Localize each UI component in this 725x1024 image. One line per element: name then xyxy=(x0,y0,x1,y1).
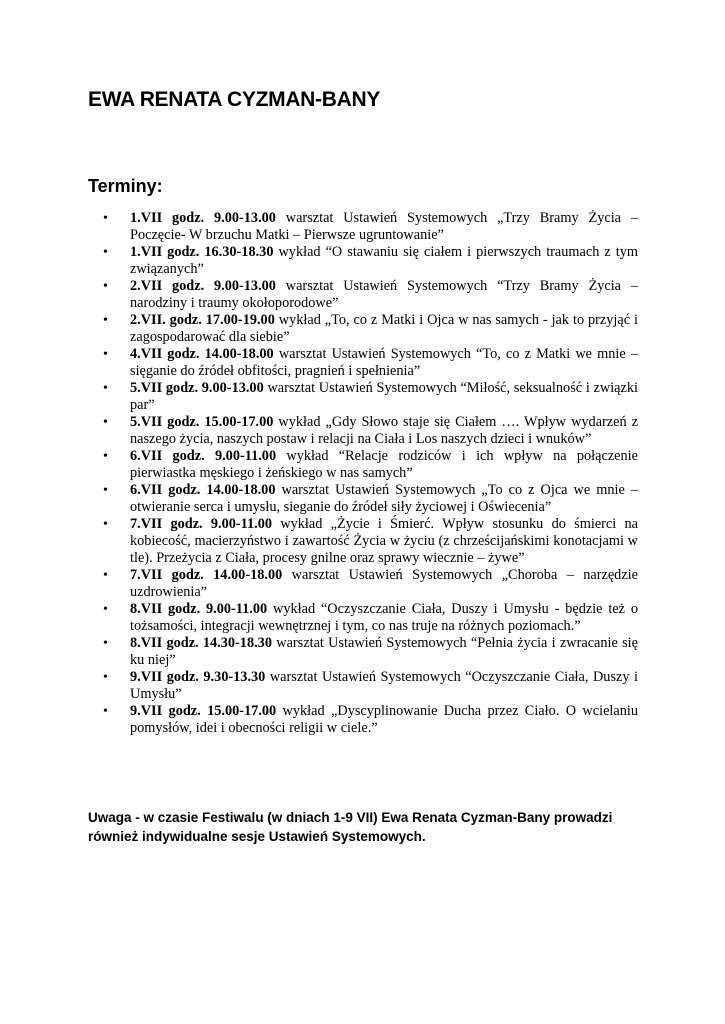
list-item xyxy=(88,703,638,737)
item-text: warsztat Ustawień Systemowych „Trzy Bramy Życia – Poczęcie- W brzuchu Matki – Pierwsze ugruntowanie” xyxy=(130,210,638,243)
bullet-icon: • xyxy=(103,245,108,260)
list-item xyxy=(88,601,638,635)
list-item xyxy=(88,380,638,414)
item-text: warsztat Ustawień Systemowych “Oczyszczanie Ciała, Duszy i Umysłu” xyxy=(130,669,638,702)
bullet-icon: • xyxy=(103,211,108,226)
bullet-icon: • xyxy=(103,483,108,498)
item-date: 9.VII godz. 15.00-17.00 xyxy=(130,703,277,719)
list-item xyxy=(88,482,638,516)
item-date: 1.VII godz. 16.30-18.30 xyxy=(130,244,274,260)
list-item xyxy=(88,414,638,448)
item-text: wykład „Gdy Słowo staje się Ciałem …. Wpływ wydarzeń z naszego życia, naszych postaw i relacji na Ciała i Los naszych dzieci i wnuków” xyxy=(130,414,638,447)
item-date: 8.VII godz. 14.30-18.30 xyxy=(130,635,272,651)
list-item xyxy=(88,635,638,669)
bullet-icon: • xyxy=(103,449,108,464)
item-date: 5.VII godz. 15.00-17.00 xyxy=(130,414,274,430)
item-text: wykład „Dyscyplinowanie Ducha przez Ciało. O wcielaniu pomysłów, idei i obecności religii w ciele.” xyxy=(130,703,638,736)
item-text: wykład “O stawaniu się ciałem i pierwszych traumach z tym związanych” xyxy=(130,244,638,277)
list-item xyxy=(88,448,638,482)
list-item xyxy=(88,516,638,567)
bullet-icon: • xyxy=(103,313,108,328)
item-text: warsztat Ustawień Systemowych “Pełnia życia i zwracanie się ku niej” xyxy=(130,635,639,668)
list-item xyxy=(88,244,638,278)
bullet-icon: • xyxy=(103,415,108,430)
bullet-icon: • xyxy=(103,568,108,583)
bullet-icon: • xyxy=(103,347,108,362)
bullet-icon: • xyxy=(103,636,108,651)
item-text: wykład “Relacje rodziców i ich wpływ na połączenie pierwiastka męskiego i żeńskiego w nas samych” xyxy=(130,448,638,481)
item-date: 6.VII godz. 9.00-11.00 xyxy=(130,448,277,464)
section-heading: Terminy: xyxy=(88,176,163,196)
schedule-list xyxy=(88,210,638,737)
list-item xyxy=(88,210,638,244)
item-date: 7.VII godz. 9.00-11.00 xyxy=(130,516,273,532)
bullet-icon: • xyxy=(103,279,108,294)
bullet-icon: • xyxy=(103,670,108,685)
note-paragraph: Uwaga - w czasie Festiwalu (w dniach 1-9 VII) Ewa Renata Cyzman-Bany prowadzi również indywidualne sesje Ustawień Systemowych. xyxy=(88,810,613,844)
item-date: 6.VII godz. 14.00-18.00 xyxy=(130,482,276,498)
list-item xyxy=(88,312,638,346)
list-item xyxy=(88,567,638,601)
bullet-icon: • xyxy=(103,602,108,617)
item-text: warsztat Ustawień Systemowych “Trzy Bramy Życia – narodziny i traumy okołoporodowe” xyxy=(130,278,638,311)
item-text: wykład „Życie i Śmierć. Wpływ stosunku do śmierci na kobiecość, macierzyństwo i zawartość Życia w życiu (z chrześcijańskimi konotacjami w tle). Przeżycia z Ciała, procesy gnilne oraz sprawy wiecznie – żywe” xyxy=(130,516,639,566)
list-item xyxy=(88,346,638,380)
bullet-icon: • xyxy=(103,381,108,396)
item-text: warsztat Ustawień Systemowych „To co z Ojca we mnie – otwieranie serca i umysłu, sieganie do źródeł siły życiowej i Oświecenia” xyxy=(130,482,638,515)
document-title: EWA RENATA CYZMAN-BANY xyxy=(88,88,381,111)
item-date: 9.VII godz. 9.30-13.30 xyxy=(130,669,266,685)
item-date: 1.VII godz. 9.00-13.00 xyxy=(130,210,276,226)
item-text: warsztat Ustawień Systemowych „Choroba – narzędzie uzdrowienia” xyxy=(130,567,638,600)
item-text: warsztat Ustawień Systemowych “Miłość, seksualność i związki par” xyxy=(130,380,638,413)
item-date: 5.VII godz. 9.00-13.00 xyxy=(130,380,264,396)
item-text: wykład „To, co z Matki i Ojca w nas samych - jak to przyjąć i zagospodarować dla siebie” xyxy=(130,312,638,345)
list-item xyxy=(88,669,638,703)
bullet-icon: • xyxy=(103,704,108,719)
item-text: wykład “Oczyszczanie Ciała, Duszy i Umysłu - będzie też o tożsamości, integracji wewnętrznej i tym, co nas truje na różnych poziomach.” xyxy=(130,601,638,634)
item-text: warsztat Ustawień Systemowych “To, co z Matki we mnie – sięganie do źródeł obfitości, pragnień i spełnienia” xyxy=(130,346,638,379)
item-date: 4.VII godz. 14.00-18.00 xyxy=(130,346,274,362)
list-item xyxy=(88,278,638,312)
item-date: 8.VII godz. 9.00-11.00 xyxy=(130,601,268,617)
item-date: 2.VII godz. 9.00-13.00 xyxy=(130,278,276,294)
bullet-icon: • xyxy=(103,517,108,532)
item-date: 7.VII godz. 14.00-18.00 xyxy=(130,567,283,583)
item-date: 2.VII. godz. 17.00-19.00 xyxy=(130,312,275,328)
